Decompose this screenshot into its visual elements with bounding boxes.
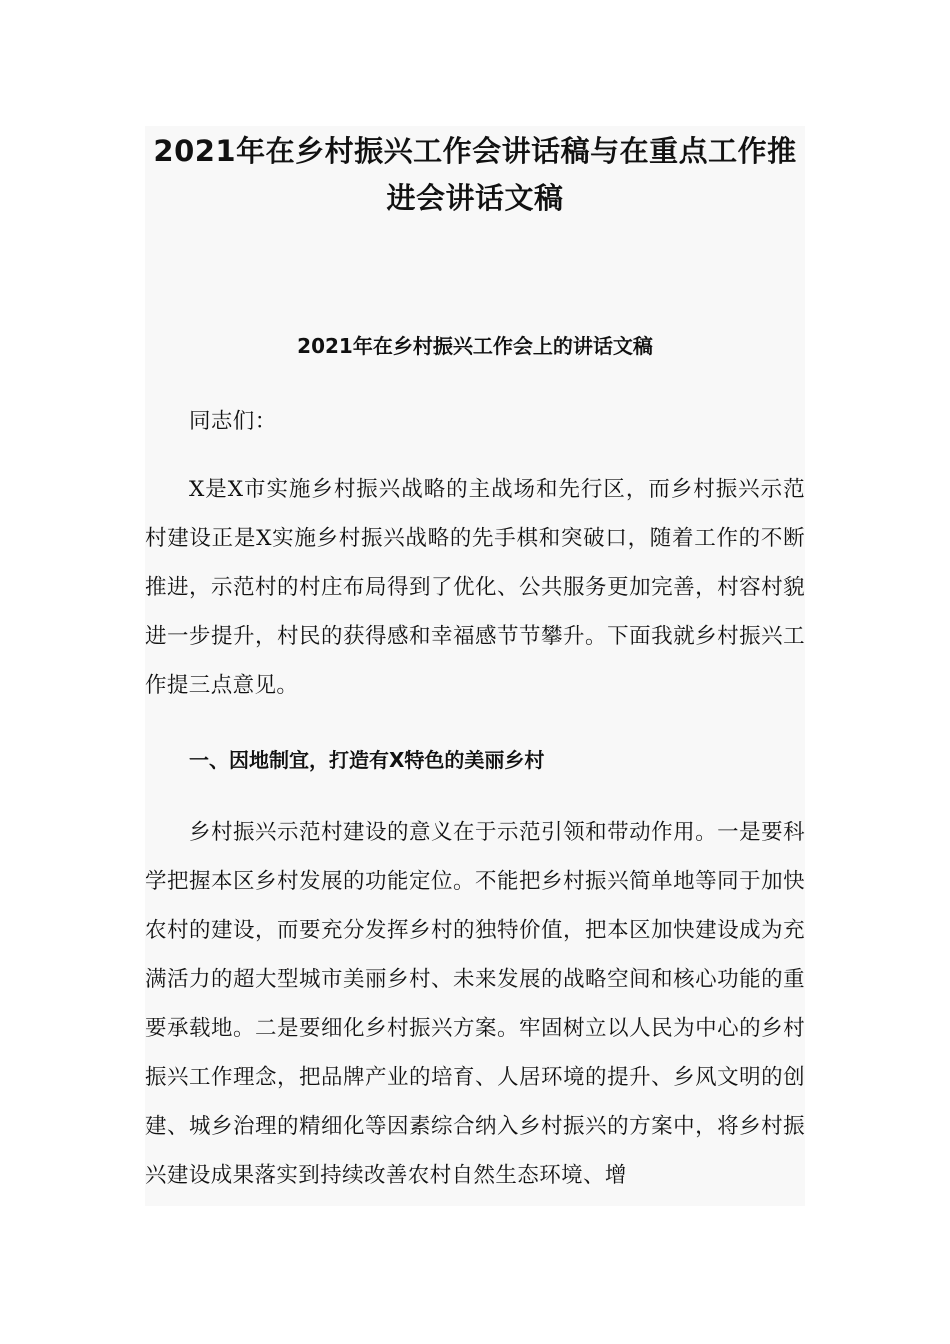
section-1-paragraph: 乡村振兴示范村建设的意义在于示范引领和带动作用。一是要科学把握本区乡村发展的功能定位。不能把乡村振兴简单地等同于加快农村的建设，而要充分发挥乡村的独特价值，把本区加快建设成为充满活力的超大型城市美丽乡村、未来发展的战略空间和核心功能的重要承载地。二是要细化乡村振兴方案。牢固树立以人民为中心的乡村振兴工作理念，把品牌产业的培育、人居环境的提升、乡风文明的创建、城乡治理的精细化等因素综合纳入乡村振兴的方案中，将乡村振兴建设成果落实到持续改善农村自然生态环境、增 bbox=[145, 820, 805, 1188]
intro-paragraph: X是X市实施乡村振兴战略的主战场和先行区，而乡村振兴示范村建设正是X实施乡村振兴战略的先手棋和突破口，随着工作的不断推进，示范村的村庄布局得到了优化、公共服务更加完善，村容村貌进一步提升，村民的获得感和幸福感节节攀升。下面我就乡村振兴工作提三点意见。 bbox=[145, 477, 805, 698]
speech-subtitle: 2021年在乡村振兴工作会上的讲话文稿 bbox=[297, 334, 653, 358]
salutation: 同志们： bbox=[189, 409, 277, 434]
section-heading-1: 一、因地制宜，打造有X特色的美丽乡村 bbox=[189, 748, 545, 772]
document-title: 2021年在乡村振兴工作会讲话稿与在重点工作推进会讲话文稿 bbox=[153, 134, 797, 215]
